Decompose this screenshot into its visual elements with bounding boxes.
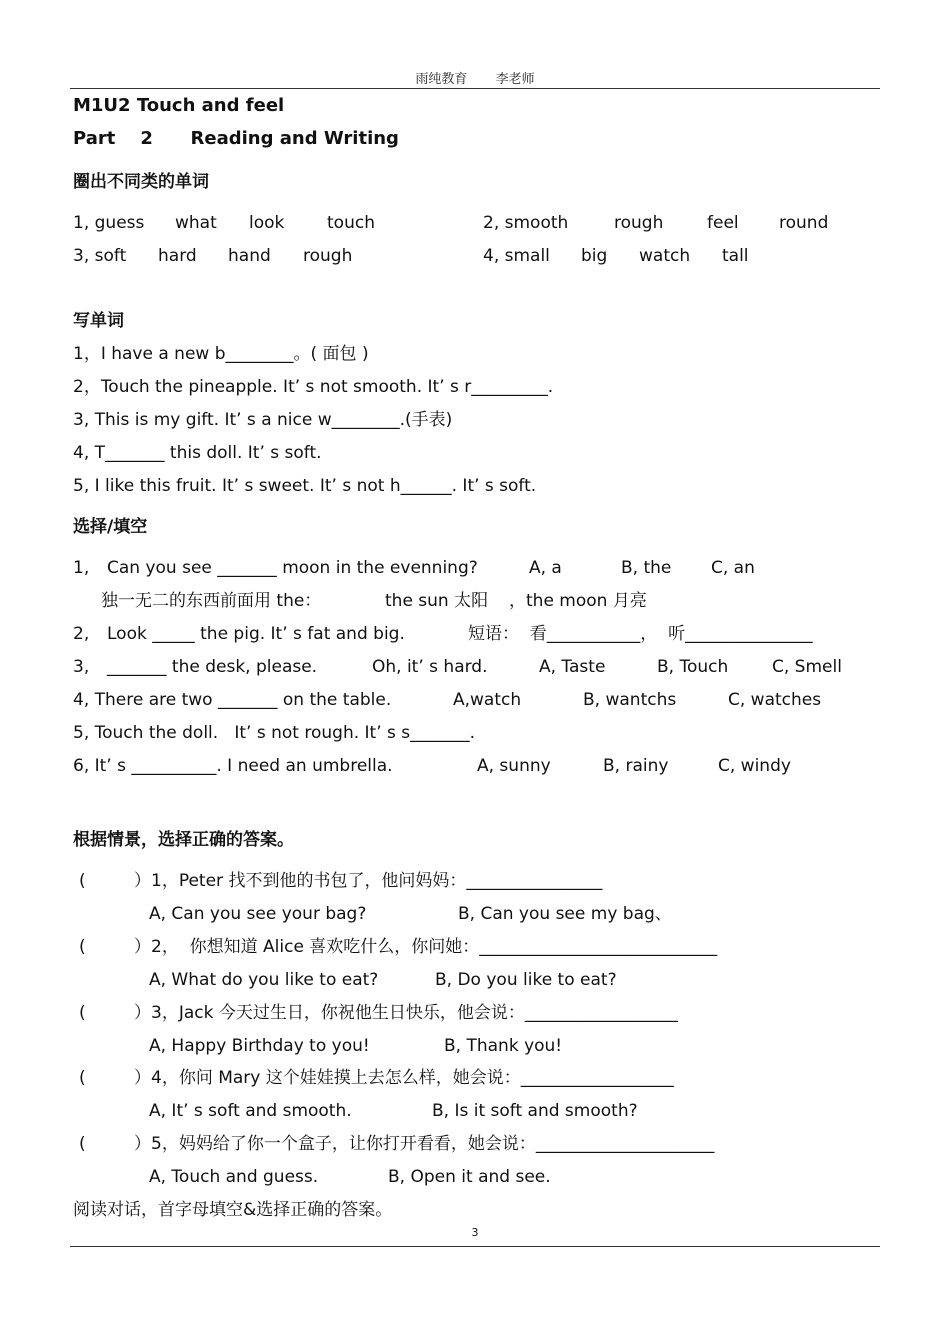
choose-q1-note-moon: ，the moon 月亮 <box>509 591 647 611</box>
worksheet-title: M1U2 Touch and feel <box>73 95 285 116</box>
choose-q6-option-a: A, sunny <box>477 756 551 776</box>
situation-3-paren: ( <box>79 1003 86 1023</box>
odd-q4-word: big <box>581 246 608 266</box>
situation-4-option-a: A, It’ s soft and smooth. <box>149 1101 352 1121</box>
part-title: Part 2 Reading and Writing <box>73 128 399 149</box>
choose-q1-text: Can you see _______ moon in the evenning? <box>107 558 478 578</box>
odd-q4-num: 4, small <box>483 246 550 266</box>
write-word-line: 4, T_______ this doll. It’ s soft. <box>73 443 322 463</box>
reading-instruction: 阅读对话，首字母填空&选择正确的答案。 <box>73 1200 393 1220</box>
situation-3-option-a: A, Happy Birthday to you! <box>149 1036 370 1056</box>
header-org: 雨纯教育 <box>415 72 468 87</box>
situation-3-option-b: B, Thank you! <box>444 1036 563 1056</box>
choose-q1-option-c: C, an <box>711 558 755 578</box>
choose-q6-option-c: C, windy <box>718 756 791 776</box>
choose-q2-num: 2, <box>73 624 90 644</box>
situation-3-question: ）3，Jack 今天过生日，你祝他生日快乐，他会说：__________________ <box>134 1003 678 1023</box>
situation-4-paren: ( <box>79 1068 86 1088</box>
choose-q4-text: 4, There are two _______ on the table. <box>73 690 392 710</box>
choose-q1-option-b: B, the <box>621 558 672 578</box>
section-heading-choose-fill: 选择/填空 <box>73 517 148 537</box>
odd-q3-word: hard <box>158 246 197 266</box>
page-header <box>0 68 950 87</box>
choose-q1-note: 独一无二的东西前面用 the： <box>101 591 322 611</box>
choose-q2-phrase: 短语： 看___________， 听_______________ <box>468 624 813 644</box>
choose-q1-option-a: A, a <box>529 558 562 578</box>
situation-5-paren: ( <box>79 1134 86 1154</box>
header-rule <box>70 88 880 89</box>
choose-q4-option-c: C, watches <box>728 690 822 710</box>
situation-2-option-a: A, What do you like to eat? <box>149 970 379 990</box>
odd-q4-word: watch <box>639 246 691 266</box>
section-heading-odd-one-out: 圈出不同类的单词 <box>73 172 209 192</box>
choose-q6-option-b: B, rainy <box>603 756 669 776</box>
situation-5-option-a: A, Touch and guess. <box>149 1167 319 1187</box>
choose-q5-text: 5, Touch the doll. It’ s not rough. It’ s s_______. <box>73 723 476 743</box>
choose-q3-option-c: C, Smell <box>772 657 842 677</box>
odd-q1-word: what <box>175 213 217 233</box>
section-heading-write-words: 写单词 <box>73 311 124 331</box>
write-word-line: 3, This is my gift. It’ s a nice w________.(手表) <box>73 410 453 430</box>
choose-q3-option-b: B, Touch <box>657 657 729 677</box>
odd-q3-num: 3, soft <box>73 246 127 266</box>
odd-q4-word: tall <box>722 246 749 266</box>
situation-2-question: ）2， 你想知道 Alice 喜欢吃什么，你问她：____________________________ <box>134 937 718 957</box>
section-heading-situations: 根据情景，选择正确的答案。 <box>73 830 294 850</box>
choose-q3-num: 3, <box>73 657 90 677</box>
write-word-line: 1，I have a new b________。( 面包 ) <box>73 344 369 364</box>
odd-q2-word: round <box>779 213 829 233</box>
situation-1-paren: ( <box>79 871 86 891</box>
odd-q2-word: feel <box>707 213 739 233</box>
write-word-line: 5, I like this fruit. It’ s sweet. It’ s not h______. It’ s soft. <box>73 476 537 496</box>
odd-q2-num: 2, smooth <box>483 213 569 233</box>
odd-q1-word: look <box>249 213 285 233</box>
odd-q3-word: rough <box>303 246 353 266</box>
situation-2-paren: ( <box>79 937 86 957</box>
choose-q6-text: 6, It’ s __________. I need an umbrella. <box>73 756 393 776</box>
situation-1-option-a: A, Can you see your bag? <box>149 904 367 924</box>
choose-q3-mid: Oh, it’ s hard. <box>372 657 488 677</box>
situation-5-question: ）5，妈妈给了你一个盒子，让你打开看看，她会说：_____________________ <box>134 1134 715 1154</box>
odd-q2-word: rough <box>614 213 664 233</box>
header-teacher: 李老师 <box>495 72 535 87</box>
choose-q4-option-a: A,watch <box>453 690 522 710</box>
choose-q3-option-a: A, Taste <box>539 657 606 677</box>
situation-4-option-b: B, Is it soft and smooth? <box>432 1101 638 1121</box>
footer-rule <box>70 1246 880 1247</box>
situation-1-question: ）1，Peter 找不到他的书包了，他问妈妈：________________ <box>134 871 603 891</box>
page-number: 3 <box>471 1226 479 1239</box>
situation-2-option-b: B, Do you like to eat? <box>435 970 617 990</box>
write-word-line: 2，Touch the pineapple. It’ s not smooth. It’ s r_________. <box>73 377 554 397</box>
choose-q2-text: Look _____ the pig. It’ s fat and big. <box>107 624 405 644</box>
odd-q1-word: touch <box>327 213 375 233</box>
choose-q3-text: _______ the desk, please. <box>107 657 318 677</box>
choose-q1-note-sun: the sun 太阳 <box>385 591 489 611</box>
situation-1-option-b: B, Can you see my bag、 <box>458 904 672 924</box>
odd-q3-word: hand <box>228 246 271 266</box>
choose-q1-num: 1, <box>73 558 90 578</box>
situation-5-option-b: B, Open it and see. <box>388 1167 551 1187</box>
situation-4-question: ）4，你问 Mary 这个娃娃摸上去怎么样，她会说：__________________ <box>134 1068 674 1088</box>
odd-q1-num: 1, guess <box>73 213 145 233</box>
choose-q4-option-b: B, wantchs <box>583 690 677 710</box>
